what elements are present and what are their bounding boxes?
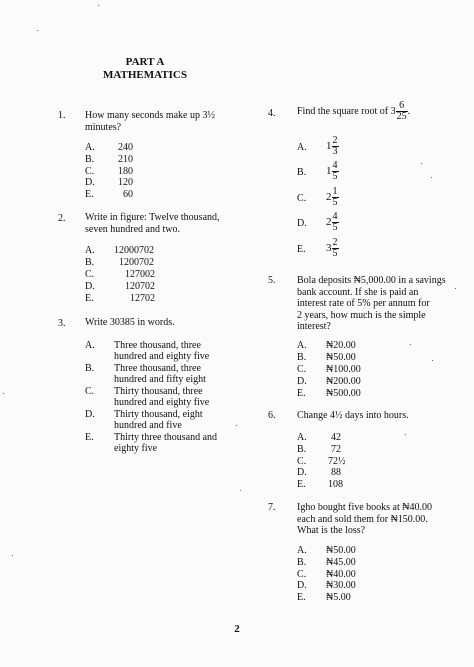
scan-speck <box>410 344 411 345</box>
scan-speck <box>236 425 237 426</box>
exam-page: PART A MATHEMATICS 1. How many seconds make up 3½ minutes? A. 240 B. 210 C. 180 D. 120 E. 60 2. Write in figure: Twelve thousand, seven hundred and two. A. 12000702 B. 1200702 C. 127002 D. 120702 E. 12702 3. Write 30385 in words. A. Three thousand, three hundred and eighty five B. Three thousand, three hundred and fifty eight C. Thirty thousand, three hundred and eighty five D. Thirty thousand, eight hundred and five E. Thirty three thousand and eighty five 4. Find the square root of 3 $\frac{6}{25}$ . A. 1 $\frac{2}{3}$ B. 1 $\frac{4}{5}$ C. 2 $\frac{1}{5}$ D. 2 $\frac{4}{5}$ E. 3 $\frac{2}{5}$ 5. Bola deposits ₦5,000.00 in a savings bank account. If she is paid an interest rate of 5% per annum for 2 years, how much is the simple interest? A. ₦20.00 B. ₦50.00 C. ₦100.00 D. ₦200.00 E. ₦500.00 6. Change 4½ days into hours. A. 42 B. 72 C. 72½ D. 88 E. 108 7. Igho bought five books at ₦40.00 each and sold them for ₦150.00. What is the loss? A. ₦50.00 B. ₦45.00 C. ₦40.00 D. ₦30.00 E. ₦5.00 2 <box>0 0 474 667</box>
page-number: 2 <box>234 623 240 635</box>
question-text: Bola deposits ₦5,000.00 in a savings bank account. If she is paid an interest rate of 5% per annum for 2 years, how much is the simple interest? <box>297 275 446 332</box>
question-text: Change 4½ days into hours. <box>297 410 409 421</box>
part-title: PART A <box>125 56 165 68</box>
question-number: 4. <box>268 108 276 119</box>
question-number: 6. <box>268 410 276 421</box>
question-text: How many seconds make up 3½ minutes? <box>85 110 215 133</box>
question-number: 7. <box>268 502 276 513</box>
scan-speck <box>432 360 433 361</box>
scan-speck <box>37 30 38 31</box>
question-text: Write 30385 in words. <box>85 317 175 328</box>
scan-speck <box>12 555 13 556</box>
scan-speck <box>455 288 456 289</box>
question-text: Igho bought five books at ₦40.00 each and sold them for ₦150.00. What is the loss? <box>297 502 432 536</box>
scan-speck <box>431 177 432 178</box>
question-text: Write in figure: Twelve thousand, seven hundred and two. <box>85 212 220 235</box>
scan-speck <box>240 490 241 491</box>
scan-speck <box>3 393 4 394</box>
question-number: 2. <box>58 213 66 224</box>
question-text: Find the square root of 3 $\frac{6}{25}$ . <box>297 100 411 122</box>
scan-speck <box>98 5 99 6</box>
subject-title: MATHEMATICS <box>103 69 187 81</box>
question-number: 3. <box>58 318 66 329</box>
scan-speck <box>405 434 406 435</box>
scan-speck <box>421 163 422 164</box>
question-number: 1. <box>58 110 66 121</box>
fraction: $\frac{6}{25}$ <box>396 100 407 122</box>
question-number: 5. <box>268 275 276 286</box>
